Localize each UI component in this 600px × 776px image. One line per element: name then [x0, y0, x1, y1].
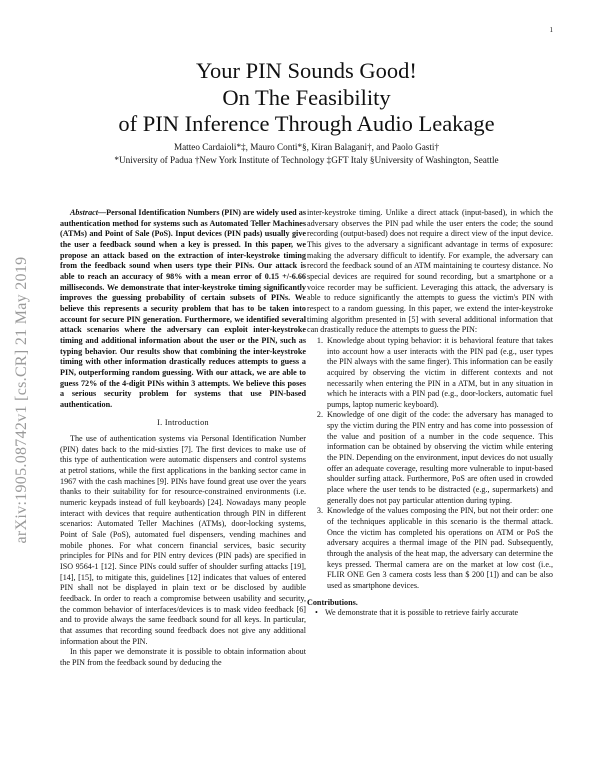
knowledge-list — [307, 336, 553, 592]
arxiv-stamp — [11, 200, 33, 600]
contributions-heading: Contributions. — [307, 597, 358, 607]
list-item: • We demonstrate that it is possible to retrieve fairly accurate — [325, 608, 553, 619]
abstract-label: Abstract — [70, 208, 98, 217]
title-line: Your PIN Sounds Good! — [196, 58, 417, 83]
paper-title — [60, 58, 553, 138]
list-item: 2. Knowledge of one digit of the code: the adversary has managed to spy the victim during the PIN entry and has come into possession of the value and position of a number in the code sequence. This information can be obtained by observing the victim while entering the PIN. Depending on the environment, input devices do not usually offer an adequate coverage, resulting more vulnerable to input-based shoulder surfing attack. Furthermore, PoS are often used in crowded place where the user tends to be distracted (e.g., supermarkets) and generally does not pay particular attention during typing. — [325, 410, 553, 506]
contributions-list — [307, 608, 553, 619]
abstract — [60, 208, 306, 410]
arxiv-stamp-text: arXiv:1905.08742v1 [cs.CR] 21 May 2019 — [13, 256, 30, 544]
section-heading: I. Introduction — [157, 418, 209, 428]
left-column — [60, 208, 306, 669]
author-block — [60, 141, 553, 167]
affiliation-list: *University of Padua †New York Institute of Technology ‡GFT Italy §University of Washington, Seattle — [114, 155, 499, 165]
list-item: 3. Knowledge of the values composing the PIN, but not their order: one of the techniques applicable in this scenario is the thermal attack. Once the victim has completed his operations on ATM or PoS the adversary acquires a thermal image of the PIN pad. Subsequently, through the analysis of the heat map, the adversary can determine the keys pressed. Thermal camera are on the market at low cost (i.e., FLIR ONE Gen 3 camera costs less than $ 200 [1]) and can be also used as smartphone devices. — [325, 506, 553, 591]
author-list: Matteo Cardaioli*‡, Mauro Conti*§, Kiran Balagani†, and Paolo Gasti† — [173, 142, 440, 152]
intro-paragraph: In this paper we demonstrate it is possible to obtain information about the PIN from the feedback sound by deducing the — [60, 647, 306, 667]
right-column — [307, 208, 553, 619]
abstract-text: —Personal Identification Numbers (PIN) are widely used as authentication method for systems such as Automated Teller Machines (ATMs) and Point of Sale (PoS). Input devices (PIN pads) usually give the user a feedback sound when a key is pressed. In this paper, we propose an attack based on the extraction of inter-keystroke timing from the feedback sound when users type their PINs. Our attack is able to reach an accuracy of 98% with a mean error of 0.15 +/-6.66 milliseconds. We demonstrate that inter-keystroke timing significantly improves the guessing probability of certain subsets of PINs. We believe this represents a security problem that has to be taken into account for secure PIN generation. Furthermore, we identified several attack scenarios where the adversary can exploit inter-keystroke timing and additional information about the user or the PIN, such as typing behavior. Our results show that combining the inter-keystroke timing with other information drastically reduces attempts to guess a PIN, outperforming random guessing. With our attack, we are able to guess 72% of the 4-digit PINs within 3 attempts. We believe this poses a serious security problem for systems that use PIN-based authentication. — [60, 208, 306, 409]
intro-paragraph: The use of authentication systems via Personal Identification Number (PIN) dates back to the mid-sixties [7]. The first devices to make use of this type of authentication were automatic dispensers and control systems at petrol stations, while the first applications in the banking sector came in 1967 with the cash machines [9]. PINs have found great use over the years thanks to their suitability for for resource-constrained environments (i.e. numeric keypads instead of full keyboards) [24]. Nowadays many people interact with devices that require authentication through PIN in different scenarios: Automated Teller Machines (ATMs), door-locking systems, Point of Sale (PoS), automated fuel dispensers, vending machines and mobile phones. For what concern financial services, basic security principles for PINs and for PIN entry devices (PIN pads) are specified in ISO 9564-1 [12]. Since PINs could suffer of shoulder surfing attacks [19], [14], [15], to mitigate this, guidelines [12] indicates that values of entered PIN shall not be displayed in plain text or be disclosed by audible feedback. In order to reach a compromise between usability and security, the common behavior of interfaces/devices is to mask video feedback [6] and to provide always the same feedback sound for all keys. In particular, that assumes that recording sound feedback does not give any additional information about the PIN. — [60, 434, 306, 646]
page-number: 1 — [549, 26, 553, 34]
title-line: On The Feasibility — [222, 84, 391, 110]
intro-continuation: inter-keystroke timing. Unlike a direct attack (input-based), in which the adversary observes the PIN pad while the user enters the code; the sound recording (output-based) does not require a direct view of the input device. This gives to the adversary a significant advantage in terms of exposure: making the adversary difficult to identify. For example, the adversary can record the feedback sound of an ATM maintaining te courtesy distance. No special devices are required for sound recording, but a smartphone or a voice recorder may be sufficient. Leveraging this attack, the adversary is able to reduce significantly the attempts to guess the victim's PIN with respect to a random guessing. In this paper, we extend the inter-keystroke timing algorithm presented in [5] with several additional information that can drastically reduce the attempts to guess the PIN: — [307, 208, 553, 335]
list-item: 1. Knowledge about typing behavior: it is behavioral feature that takes into account how a user interacts with the PIN pad (e.g., user types the PIN always with the same finger). This information can be easily acquired by observing the victim in different contexts and not necessarily when entering the PIN in a ATM, but in any situation in which he interacts with a PIN pad (e.g., door-lockers, automatic fuel pumps, laptop numeric keyboard). — [325, 336, 553, 411]
title-line: of PIN Inference Through Audio Leakage — [118, 111, 495, 136]
